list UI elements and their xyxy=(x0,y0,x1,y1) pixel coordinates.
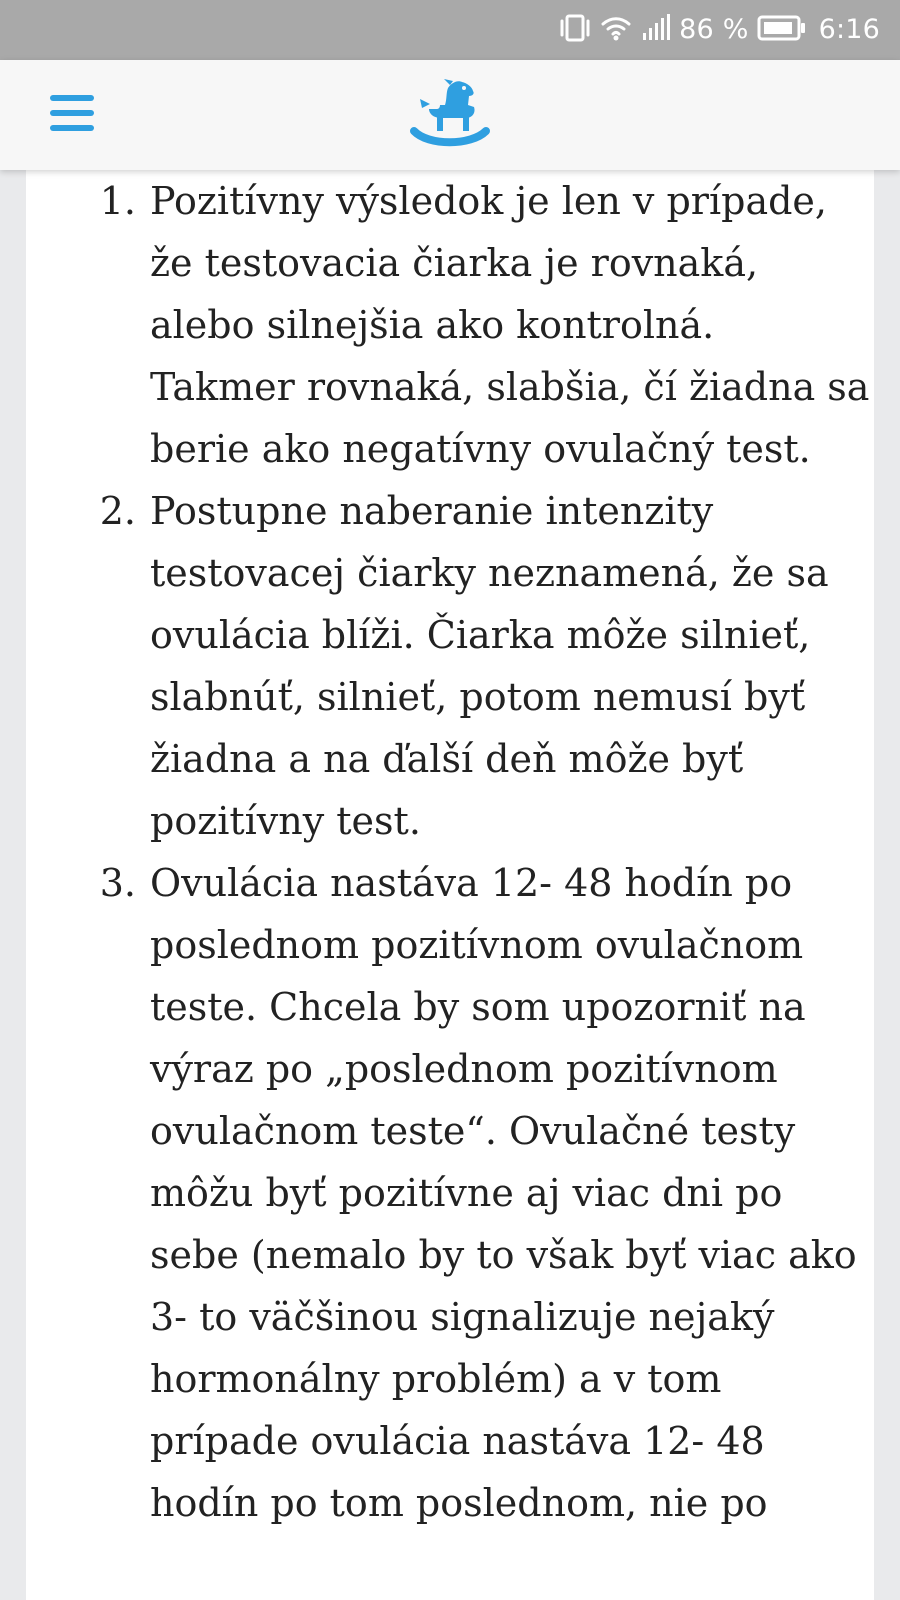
list-item-1 xyxy=(26,170,874,480)
battery-percent: 86 % xyxy=(679,14,749,45)
rocking-horse-icon xyxy=(410,135,490,154)
list-item-text: Postupne naberanie intenzity testovacej čiarky neznamená, že sa ovulácia blíži. Čiarka môže silnieť, slabnúť, silnieť, potom nemusí byť žiadna a na ďalší deň môže byť pozitívny test. xyxy=(150,489,829,843)
status-time: 6:16 xyxy=(818,14,880,45)
menu-button[interactable] xyxy=(44,88,100,142)
ovulation-test-list xyxy=(26,170,874,1534)
vibration-icon xyxy=(559,11,591,49)
signal-icon xyxy=(641,13,671,47)
article-content xyxy=(26,170,874,1600)
list-item-2 xyxy=(26,480,874,852)
list-number: 3. xyxy=(99,861,136,905)
battery-icon xyxy=(757,13,807,47)
hamburger-menu-icon xyxy=(49,92,95,138)
list-item-text: Pozitívny výsledok je len v prípade, že testovacia čiarka je rovnaká, alebo silnejšia ako kontrolná. Takmer rovnaká, slabšia, čí žiadna sa berie ako negatívny ovulačný test. xyxy=(150,179,870,471)
list-item-text: Ovulácia nastáva 12- 48 hodín po poslednom pozitívnom ovulačnom teste. Chcela by som upozorniť na výraz po „poslednom pozitívnom ovulačnom teste“. Ovulačné testy môžu byť pozitívne aj viac dni po sebe (nemalo by to však byť viac ako 3- to väčšinou signalizuje nejaký hormonálny problém) a v tom prípade ovulácia nastáva 12- 48 hodín po tom poslednom, nie po xyxy=(150,861,857,1525)
list-number: 1. xyxy=(99,179,136,223)
status-indicators xyxy=(559,0,880,60)
site-logo[interactable] xyxy=(410,78,490,150)
wifi-icon xyxy=(599,13,633,47)
status-bar xyxy=(0,0,900,60)
list-item-3 xyxy=(26,852,874,1534)
list-number: 2. xyxy=(99,489,136,533)
app-header xyxy=(0,60,900,170)
